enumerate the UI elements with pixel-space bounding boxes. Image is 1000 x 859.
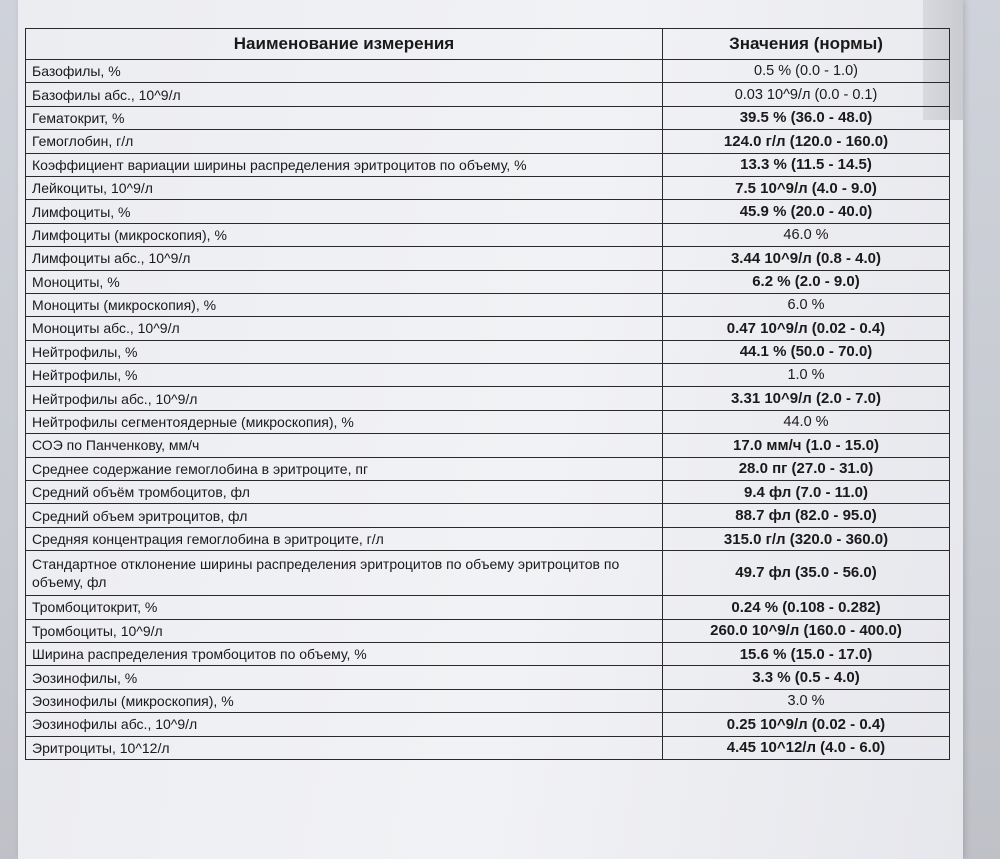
table-row — [26, 130, 950, 153]
measurement-value: 44.0 % — [663, 410, 950, 433]
table-row — [26, 481, 950, 504]
results-table — [25, 28, 950, 760]
table-row — [26, 153, 950, 176]
measurement-value: 13.3 % (11.5 - 14.5) — [663, 153, 950, 176]
table-row — [26, 736, 950, 759]
table-row — [26, 666, 950, 689]
measurement-name: Нейтрофилы абс., 10^9/л — [26, 387, 663, 410]
measurement-name: Ширина распределения тромбоцитов по объему, % — [26, 642, 663, 665]
measurement-value: 260.0 10^9/л (160.0 - 400.0) — [663, 619, 950, 642]
header-value: Значения (нормы) — [663, 29, 950, 60]
measurement-value: 0.03 10^9/л (0.0 - 0.1) — [663, 83, 950, 106]
table-row — [26, 176, 950, 199]
table-row — [26, 317, 950, 340]
measurement-value: 0.24 % (0.108 - 0.282) — [663, 596, 950, 619]
measurement-name: Коэффициент вариации ширины распределения эритроцитов по объему, % — [26, 153, 663, 176]
measurement-name: Моноциты абс., 10^9/л — [26, 317, 663, 340]
measurement-value: 45.9 % (20.0 - 40.0) — [663, 200, 950, 223]
measurement-value: 3.31 10^9/л (2.0 - 7.0) — [663, 387, 950, 410]
table-body — [26, 60, 950, 760]
measurement-name: Средний объем эритроцитов, фл — [26, 504, 663, 527]
measurement-name: Нейтрофилы, % — [26, 364, 663, 387]
measurement-name: СОЭ по Панченкову, мм/ч — [26, 434, 663, 457]
table-row — [26, 387, 950, 410]
measurement-name: Тромбоциты, 10^9/л — [26, 619, 663, 642]
measurement-value: 124.0 г/л (120.0 - 160.0) — [663, 130, 950, 153]
measurement-value: 6.0 % — [663, 293, 950, 316]
measurement-value: 0.47 10^9/л (0.02 - 0.4) — [663, 317, 950, 340]
measurement-name: Гемоглобин, г/л — [26, 130, 663, 153]
table-row — [26, 410, 950, 433]
table-row — [26, 689, 950, 712]
measurement-name: Моноциты (микроскопия), % — [26, 293, 663, 316]
table-row — [26, 642, 950, 665]
measurement-name: Нейтрофилы сегментоядерные (микроскопия), % — [26, 410, 663, 433]
table-row — [26, 106, 950, 129]
table-row — [26, 551, 950, 596]
measurement-value: 4.45 10^12/л (4.0 - 6.0) — [663, 736, 950, 759]
table-row — [26, 200, 950, 223]
table-row — [26, 340, 950, 363]
measurement-name: Среднее содержание гемоглобина в эритроците, пг — [26, 457, 663, 480]
measurement-value: 28.0 пг (27.0 - 31.0) — [663, 457, 950, 480]
measurement-value: 88.7 фл (82.0 - 95.0) — [663, 504, 950, 527]
header-name: Наименование измерения — [26, 29, 663, 60]
table-row — [26, 270, 950, 293]
measurement-value: 39.5 % (36.0 - 48.0) — [663, 106, 950, 129]
table-row — [26, 247, 950, 270]
measurement-value: 17.0 мм/ч (1.0 - 15.0) — [663, 434, 950, 457]
measurement-name: Эозинофилы (микроскопия), % — [26, 689, 663, 712]
measurement-name: Средний объём тромбоцитов, фл — [26, 481, 663, 504]
table-row — [26, 527, 950, 550]
measurement-value: 315.0 г/л (320.0 - 360.0) — [663, 527, 950, 550]
measurement-value: 9.4 фл (7.0 - 11.0) — [663, 481, 950, 504]
measurement-name: Моноциты, % — [26, 270, 663, 293]
table-row — [26, 83, 950, 106]
measurement-name: Нейтрофилы, % — [26, 340, 663, 363]
table-header-row — [26, 29, 950, 60]
measurement-value: 7.5 10^9/л (4.0 - 9.0) — [663, 176, 950, 199]
measurement-value: 1.0 % — [663, 364, 950, 387]
table-row — [26, 293, 950, 316]
measurement-name: Эозинофилы абс., 10^9/л — [26, 713, 663, 736]
measurement-name: Стандартное отклонение ширины распределения эритроцитов по объему эритроцитов по объему, фл — [26, 551, 663, 596]
measurement-value: 44.1 % (50.0 - 70.0) — [663, 340, 950, 363]
table-row — [26, 457, 950, 480]
table-row — [26, 596, 950, 619]
table-row — [26, 504, 950, 527]
measurement-value: 0.25 10^9/л (0.02 - 0.4) — [663, 713, 950, 736]
measurement-value: 3.0 % — [663, 689, 950, 712]
measurement-value: 3.3 % (0.5 - 4.0) — [663, 666, 950, 689]
measurement-name: Лимфоциты (микроскопия), % — [26, 223, 663, 246]
measurement-name: Эозинофилы, % — [26, 666, 663, 689]
measurement-name: Эритроциты, 10^12/л — [26, 736, 663, 759]
measurement-name: Базофилы, % — [26, 60, 663, 83]
table-row — [26, 60, 950, 83]
measurement-value: 49.7 фл (35.0 - 56.0) — [663, 551, 950, 596]
table-row — [26, 364, 950, 387]
measurement-value: 46.0 % — [663, 223, 950, 246]
table-row — [26, 434, 950, 457]
measurement-name: Лейкоциты, 10^9/л — [26, 176, 663, 199]
table-row — [26, 619, 950, 642]
measurement-name: Лимфоциты абс., 10^9/л — [26, 247, 663, 270]
measurement-value: 0.5 % (0.0 - 1.0) — [663, 60, 950, 83]
measurement-value: 6.2 % (2.0 - 9.0) — [663, 270, 950, 293]
measurement-value: 15.6 % (15.0 - 17.0) — [663, 642, 950, 665]
measurement-name: Средняя концентрация гемоглобина в эритроците, г/л — [26, 527, 663, 550]
measurement-name: Базофилы абс., 10^9/л — [26, 83, 663, 106]
table-row — [26, 713, 950, 736]
measurement-name: Лимфоциты, % — [26, 200, 663, 223]
measurement-name: Тромбоцитокрит, % — [26, 596, 663, 619]
measurement-name: Гематокрит, % — [26, 106, 663, 129]
table-row — [26, 223, 950, 246]
measurement-value: 3.44 10^9/л (0.8 - 4.0) — [663, 247, 950, 270]
